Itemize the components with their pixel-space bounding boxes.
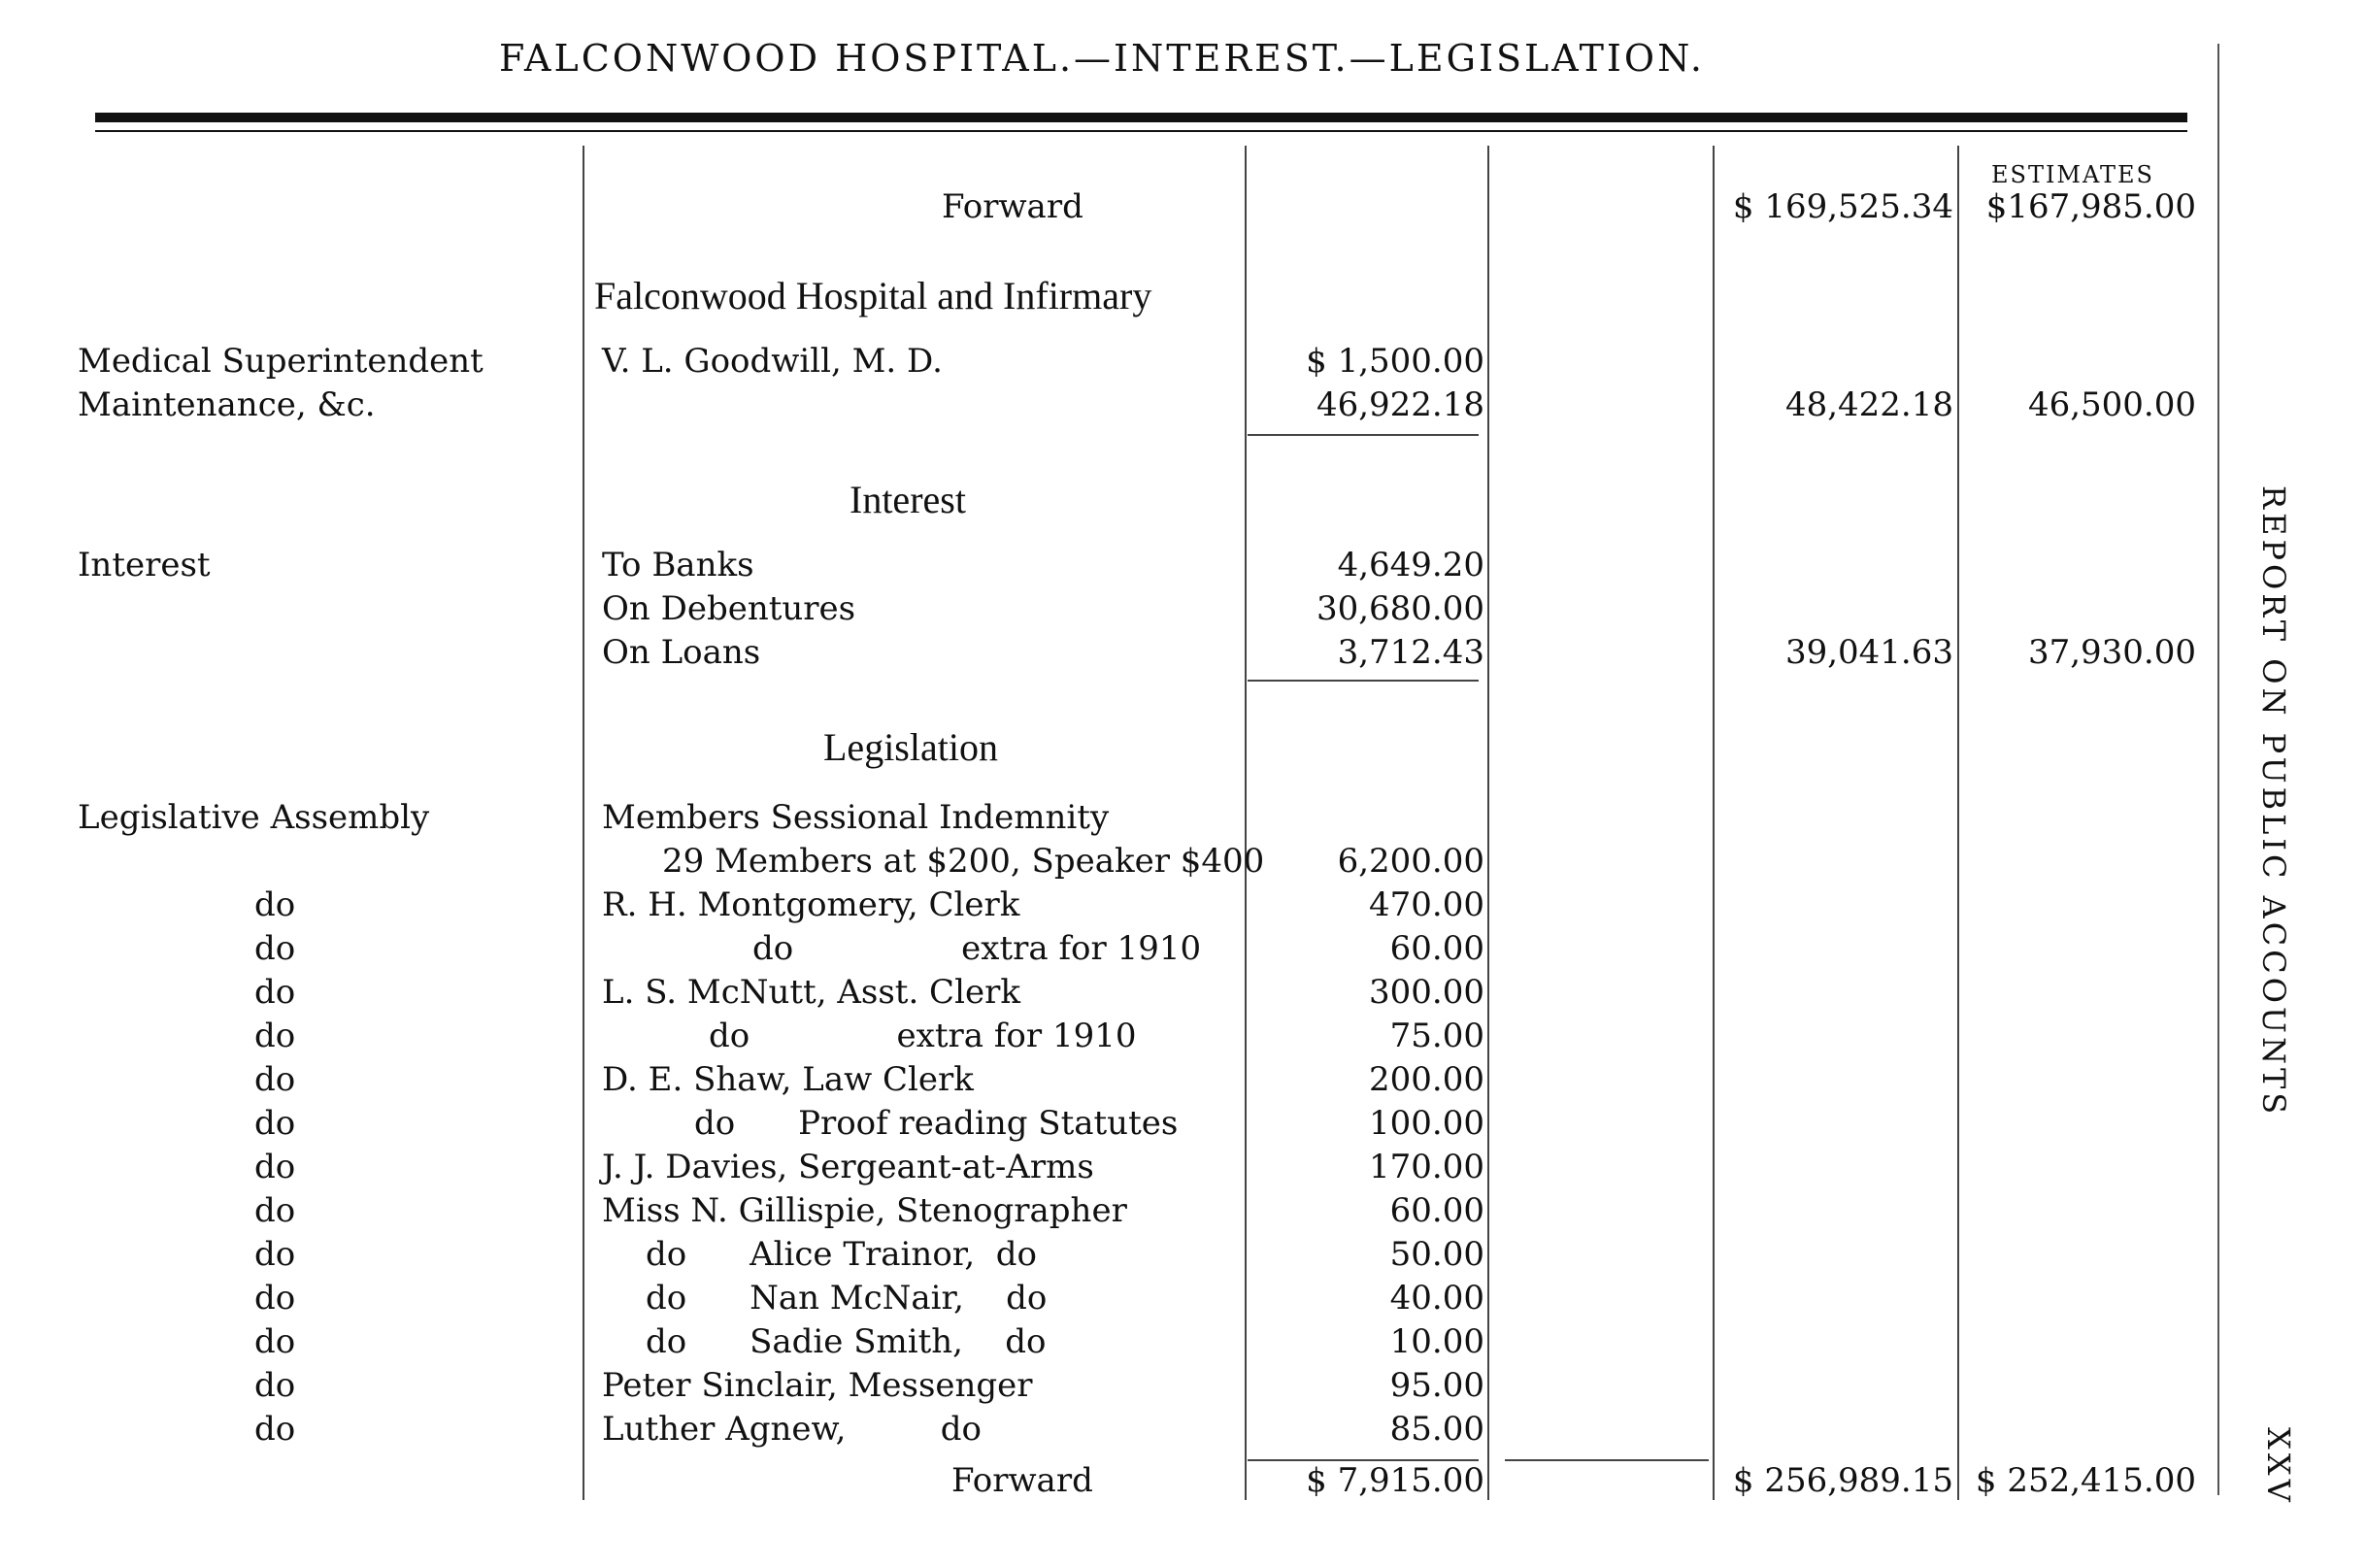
row-amount: 470.00 (1369, 885, 1484, 924)
forward-top-label: Forward (942, 187, 1083, 226)
row-amount: 4,649.20 (1337, 546, 1484, 584)
row-total: 39,041.63 (1784, 633, 1953, 672)
row-description: L. S. McNutt, Asst. Clerk (602, 973, 1020, 1012)
row-amount: 300.00 (1369, 973, 1484, 1012)
forward-bottom-label: Forward (951, 1461, 1093, 1500)
row-description: On Debentures (602, 589, 856, 628)
header-rule-thin (95, 130, 2187, 132)
row-description: On Loans (602, 633, 761, 672)
row-amount: 85.00 (1389, 1410, 1484, 1449)
column-divider-total (1713, 146, 1715, 1500)
forward-top-estimate: $167,985.00 (1985, 187, 2196, 226)
row-description: 29 Members at $200, Speaker $400 (662, 842, 1265, 881)
row-left-label: do (254, 1191, 296, 1230)
row-amount: 75.00 (1389, 1017, 1484, 1055)
row-description: To Banks (602, 546, 754, 584)
row-description: do Sadie Smith, do (646, 1322, 1047, 1361)
row-left-label: do (254, 1279, 296, 1318)
row-description: Peter Sinclair, Messenger (602, 1366, 1033, 1405)
column-divider-amount (1245, 146, 1247, 1500)
row-left-label: do (254, 1410, 296, 1449)
row-description: Miss N. Gillispie, Stenographer (602, 1191, 1127, 1230)
row-amount: 40.00 (1389, 1279, 1484, 1318)
page-number (2262, 1427, 2305, 1505)
column-divider-blank (1487, 146, 1489, 1500)
row-left-label: Maintenance, &c. (78, 385, 376, 424)
forward-top-total: $ 169,525.34 (1732, 187, 1953, 226)
row-left-label: do (254, 929, 296, 968)
row-description: D. E. Shaw, Law Clerk (602, 1060, 974, 1099)
row-description: do extra for 1910 (752, 929, 1202, 968)
page-number-text: XXV (2260, 1427, 2297, 1506)
row-description: do extra for 1910 (709, 1017, 1137, 1055)
row-amount: $ 1,500.00 (1306, 342, 1484, 381)
estimates-header: ESTIMATES (1990, 161, 2154, 188)
row-amount: 60.00 (1389, 1191, 1484, 1230)
side-running-head-text: REPORT ON PUBLIC ACCOUNTS (2255, 485, 2292, 1118)
row-description: J. J. Davies, Sergeant-at-Arms (602, 1148, 1094, 1186)
row-left-label: do (254, 1017, 296, 1055)
row-description: R. H. Montgomery, Clerk (602, 885, 1020, 924)
row-left-label: do (254, 1235, 296, 1274)
row-amount: 50.00 (1389, 1235, 1484, 1274)
row-amount: 3,712.43 (1337, 633, 1484, 672)
section-heading-legislation: Legislation (823, 725, 998, 769)
subtotal-rule-interest (1248, 680, 1479, 682)
row-left-label: do (254, 973, 296, 1012)
header-rule-thick (95, 113, 2187, 122)
forward-bottom-total: $ 256,989.15 (1732, 1461, 1953, 1500)
total-rule-blank (1505, 1459, 1709, 1461)
row-description: Luther Agnew, do (602, 1410, 982, 1449)
row-amount: 100.00 (1369, 1104, 1484, 1143)
section-heading-hospital: Falconwood Hospital and Infirmary (594, 274, 1152, 317)
row-left-label: do (254, 1148, 296, 1186)
row-amount: 95.00 (1389, 1366, 1484, 1405)
row-left-label: Medical Superintendent (78, 342, 483, 381)
forward-bottom-amount: $ 7,915.00 (1306, 1461, 1484, 1500)
row-description: V. L. Goodwill, M. D. (602, 342, 943, 381)
row-left-label: do (254, 1366, 296, 1405)
row-amount: 60.00 (1389, 929, 1484, 968)
row-description: Members Sessional Indemnity (602, 798, 1110, 837)
row-total: 48,422.18 (1784, 385, 1953, 424)
row-left-label: Legislative Assembly (78, 798, 430, 837)
right-margin-line (2217, 44, 2219, 1495)
row-left-label: do (254, 1322, 296, 1361)
row-left-label: do (254, 1104, 296, 1143)
forward-bottom-estimate: $ 252,415.00 (1975, 1461, 2196, 1500)
row-amount: 30,680.00 (1316, 589, 1484, 628)
column-divider-desc (583, 146, 584, 1500)
page-title: FALCONWOOD HOSPITAL.—INTEREST.—LEGISLATION. (498, 37, 1705, 80)
row-amount: 200.00 (1369, 1060, 1484, 1099)
row-description: do Alice Trainor, do (646, 1235, 1037, 1274)
row-description: do Proof reading Statutes (694, 1104, 1179, 1143)
section-heading-interest: Interest (850, 478, 966, 521)
row-amount: 46,922.18 (1316, 385, 1484, 424)
row-left-label: do (254, 885, 296, 924)
side-running-head (2255, 485, 2300, 1118)
row-amount: 170.00 (1369, 1148, 1484, 1186)
subtotal-rule-hospital (1248, 434, 1479, 436)
row-description: do Nan McNair, do (646, 1279, 1048, 1318)
row-left-label: Interest (78, 546, 211, 584)
row-estimate: 37,930.00 (2027, 633, 2196, 672)
row-left-label: do (254, 1060, 296, 1099)
column-divider-estimate (1957, 146, 1959, 1500)
row-estimate: 46,500.00 (2027, 385, 2196, 424)
row-amount: 10.00 (1389, 1322, 1484, 1361)
row-amount: 6,200.00 (1337, 842, 1484, 881)
